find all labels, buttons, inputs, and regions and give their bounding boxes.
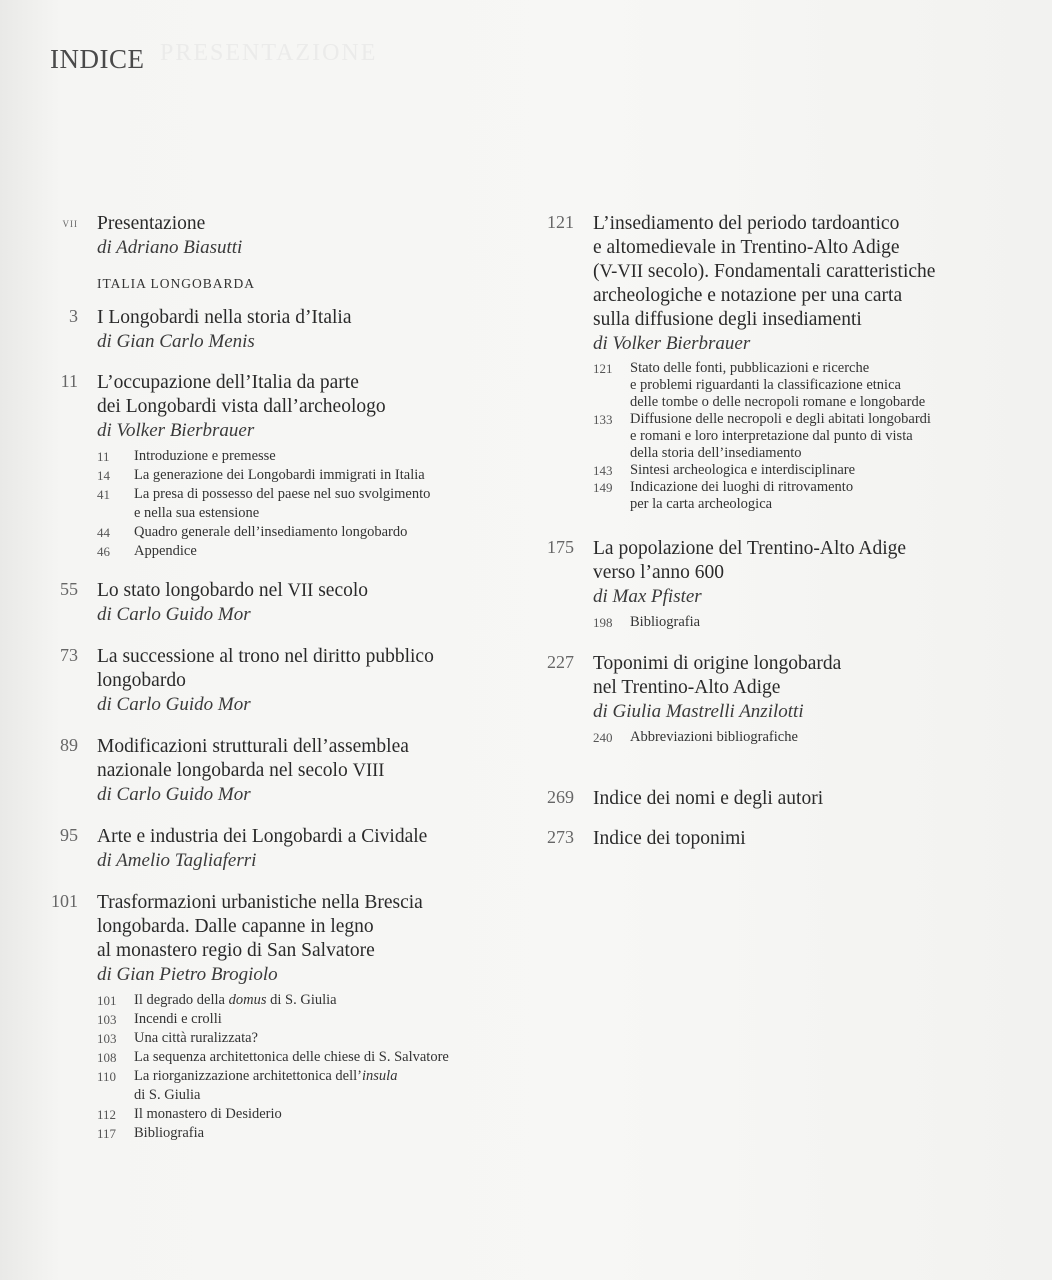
page-number: 89 — [60, 735, 78, 755]
toc-left-column — [40, 212, 520, 1143]
subsection-item — [97, 523, 520, 542]
subsection-title: Sintesi archeologica e interdisciplinare — [630, 462, 856, 478]
subsection-page: 121 — [593, 361, 613, 376]
entry-author: di Carlo Guido Mor — [97, 604, 251, 625]
subsection-list — [593, 728, 1036, 747]
entry-title: nel Trentino-Alto Adige — [593, 677, 781, 698]
subsection-item — [97, 1010, 520, 1029]
subsection-title-cont: di S. Giulia — [134, 1087, 201, 1103]
page-number: 3 — [69, 306, 78, 326]
century-numeral: V-VII — [599, 261, 644, 282]
entry-title: La popolazione del Trentino-Alto Adige — [593, 538, 907, 559]
subsection-list — [593, 360, 1036, 513]
century-numeral: VIII — [352, 760, 385, 781]
entry-author: di Gian Carlo Menis — [97, 331, 255, 352]
subsection-title: Diffusione delle necropoli e degli abitati longobardi — [630, 411, 931, 427]
subsection-page: 46 — [97, 544, 110, 559]
entry-title: longobardo — [97, 670, 186, 691]
subsection-page: 101 — [97, 993, 117, 1008]
toc-entry — [40, 371, 520, 561]
subsection-title: di S. Giulia — [270, 992, 337, 1008]
subsection-page: 143 — [593, 463, 613, 478]
entry-author: di Volker Bierbrauer — [97, 420, 255, 441]
title-text: secolo). Fondamentali caratteristiche — [647, 261, 936, 282]
subsection-title-cont: della storia dell’insediamento — [630, 445, 802, 461]
entry-title: Indice dei toponimi — [593, 828, 746, 849]
subsection-title-italic: insula — [362, 1068, 398, 1084]
entry-author: di Carlo Guido Mor — [97, 694, 251, 715]
subsection-title: Bibliografia — [134, 1125, 205, 1141]
subsection-list — [593, 613, 1036, 632]
entry-title: Trasformazioni urbanistiche nella Brescia — [97, 892, 423, 913]
toc-right-column — [536, 212, 1036, 851]
title-text: Lo stato longobardo nel — [97, 580, 283, 601]
subsection-page: 103 — [97, 1012, 117, 1027]
toc-entry — [40, 306, 520, 354]
subsection-item — [97, 542, 520, 561]
toc-entry — [536, 652, 1036, 747]
page-number: 227 — [547, 652, 574, 672]
entry-title: Indice dei nomi e degli autori — [593, 788, 824, 809]
subsection-title: La generazione dei Longobardi immigrati in Italia — [134, 467, 425, 483]
page-number: 175 — [547, 537, 574, 557]
page-number: 101 — [51, 891, 78, 911]
subsection-item — [593, 462, 1036, 479]
subsection-title: La presa di possesso del paese nel suo svolgimento — [134, 486, 431, 502]
entry-title: Toponimi di origine longobarda — [593, 653, 842, 674]
subsection-item — [593, 613, 1036, 632]
entry-title: e altomedievale in Trentino-Alto Adige — [593, 237, 900, 258]
subsection-title: Una città ruralizzata? — [134, 1030, 258, 1046]
entry-title — [97, 759, 520, 783]
toc-entry — [40, 645, 520, 717]
entry-author: di Gian Pietro Brogiolo — [97, 964, 278, 985]
entry-title: Modificazioni strutturali dell’assemblea — [97, 736, 409, 757]
subsection-page: 133 — [593, 412, 613, 427]
subsection-title: Incendi e crolli — [134, 1011, 222, 1027]
entry-title: archeologiche e notazione per una carta — [593, 285, 903, 306]
page-title: INDICE — [50, 44, 145, 74]
entry-author: di Carlo Guido Mor — [97, 784, 251, 805]
subsection-item — [593, 479, 1036, 513]
subsection-item — [97, 1029, 520, 1048]
entry-title: sulla diffusione degli insediamenti — [593, 309, 862, 330]
toc-entry — [536, 212, 1036, 513]
subsection-title-cont: per la carta archeologica — [630, 496, 773, 512]
toc-entry — [40, 735, 520, 807]
subsection-item — [97, 466, 520, 485]
subsection-title-cont: e problemi riguardanti la classificazione etnica — [630, 377, 901, 393]
subsection-title: Il monastero di Desiderio — [134, 1106, 282, 1122]
subsection-title: Indicazione dei luoghi di ritrovamento — [630, 479, 854, 495]
entry-title: I Longobardi nella storia d’Italia — [97, 307, 352, 328]
entry-title: dei Longobardi vista dall’archeologo — [97, 396, 386, 417]
entry-title: L’occupazione dell’Italia da parte — [97, 372, 359, 393]
entry-author: di Volker Bierbrauer — [593, 333, 751, 354]
subsection-item — [97, 1105, 520, 1124]
subsection-page: 112 — [97, 1107, 117, 1122]
subsection-list — [97, 991, 520, 1143]
entry-title: verso l’anno 600 — [593, 562, 725, 583]
subsection-item — [97, 485, 520, 523]
subsection-item — [97, 1124, 520, 1143]
section-heading: ITALIA LONGOBARDA — [97, 276, 256, 291]
toc-entry — [536, 537, 1036, 632]
subsection-title: Abbreviazioni bibliografiche — [630, 729, 798, 745]
subsection-page: 117 — [97, 1126, 117, 1141]
entry-title: L’insediamento del periodo tardoantico — [593, 213, 900, 234]
toc-entry — [40, 825, 520, 873]
title-text: ( — [593, 261, 600, 282]
subsection-page: 14 — [97, 468, 110, 483]
subsection-item — [97, 1048, 520, 1067]
subsection-title: La riorganizzazione architettonica dell’ — [134, 1068, 362, 1084]
subsection-item — [593, 728, 1036, 747]
subsection-page: 198 — [593, 615, 613, 630]
entry-title — [593, 260, 1036, 284]
subsection-title: Stato delle fonti, pubblicazioni e ricerche — [630, 360, 870, 376]
subsection-page: 149 — [593, 480, 613, 495]
page-number: vii — [62, 215, 78, 230]
page-number: 73 — [60, 645, 78, 665]
entry-title: al monastero regio di San Salvatore — [97, 940, 375, 961]
page-number: 273 — [547, 827, 574, 847]
subsection-page: 103 — [97, 1031, 117, 1046]
entry-author: di Max Pfister — [593, 586, 702, 607]
subsection-title-italic: domus — [228, 992, 267, 1008]
toc-entry — [536, 827, 1036, 851]
subsection-item — [97, 991, 520, 1010]
subsection-title: Il degrado della — [134, 992, 225, 1008]
subsection-title-cont: e nella sua estensione — [134, 505, 260, 521]
subsection-page: 11 — [97, 449, 110, 464]
title-text: nazionale longobarda nel secolo — [97, 760, 348, 781]
subsection-item — [97, 1067, 520, 1105]
century-numeral: VII — [287, 580, 314, 601]
page-number: 55 — [60, 579, 78, 599]
subsection-item — [593, 360, 1036, 411]
subsection-page: 240 — [593, 730, 613, 745]
entry-title: Presentazione — [97, 213, 206, 234]
subsection-page: 44 — [97, 525, 110, 540]
subsection-title: La sequenza architettonica delle chiese di S. Salvatore — [134, 1049, 449, 1065]
page-number: 11 — [60, 371, 78, 391]
toc-entry — [536, 787, 1036, 811]
subsection-page: 108 — [97, 1050, 117, 1065]
subsection-page: 41 — [97, 487, 110, 502]
page-number: 95 — [60, 825, 78, 845]
subsection-title-cont: e romani e loro interpretazione dal punto di vista — [630, 428, 913, 444]
entry-title — [97, 579, 520, 603]
toc-entry — [40, 579, 520, 627]
subsection-item — [593, 411, 1036, 462]
subsection-title: Introduzione e premesse — [134, 448, 276, 464]
subsection-title: Bibliografia — [630, 614, 701, 630]
subsection-page: 110 — [97, 1069, 117, 1084]
toc-entry — [40, 891, 520, 1143]
entry-title: longobarda. Dalle capanne in legno — [97, 916, 374, 937]
entry-author: di Giulia Mastrelli Anzilotti — [593, 701, 804, 722]
subsection-item — [97, 447, 520, 466]
entry-title: La successione al trono nel diritto pubblico — [97, 646, 434, 667]
page-number: 269 — [547, 787, 574, 807]
bleed-through-text: PRESENTAZIONE — [160, 40, 378, 66]
subsection-title: Quadro generale dell’insediamento longobardo — [134, 524, 408, 540]
page-number: 121 — [547, 212, 574, 232]
subsection-title: Appendice — [134, 543, 197, 559]
subsection-title-cont: delle tombe o delle necropoli romane e longobarde — [630, 394, 926, 410]
entry-author: di Amelio Tagliaferri — [97, 850, 257, 871]
toc-entry — [40, 212, 520, 260]
subsection-list — [97, 447, 520, 561]
title-text: secolo — [318, 580, 369, 601]
entry-title: Arte e industria dei Longobardi a Cividale — [97, 826, 428, 847]
entry-author: di Adriano Biasutti — [97, 237, 243, 258]
